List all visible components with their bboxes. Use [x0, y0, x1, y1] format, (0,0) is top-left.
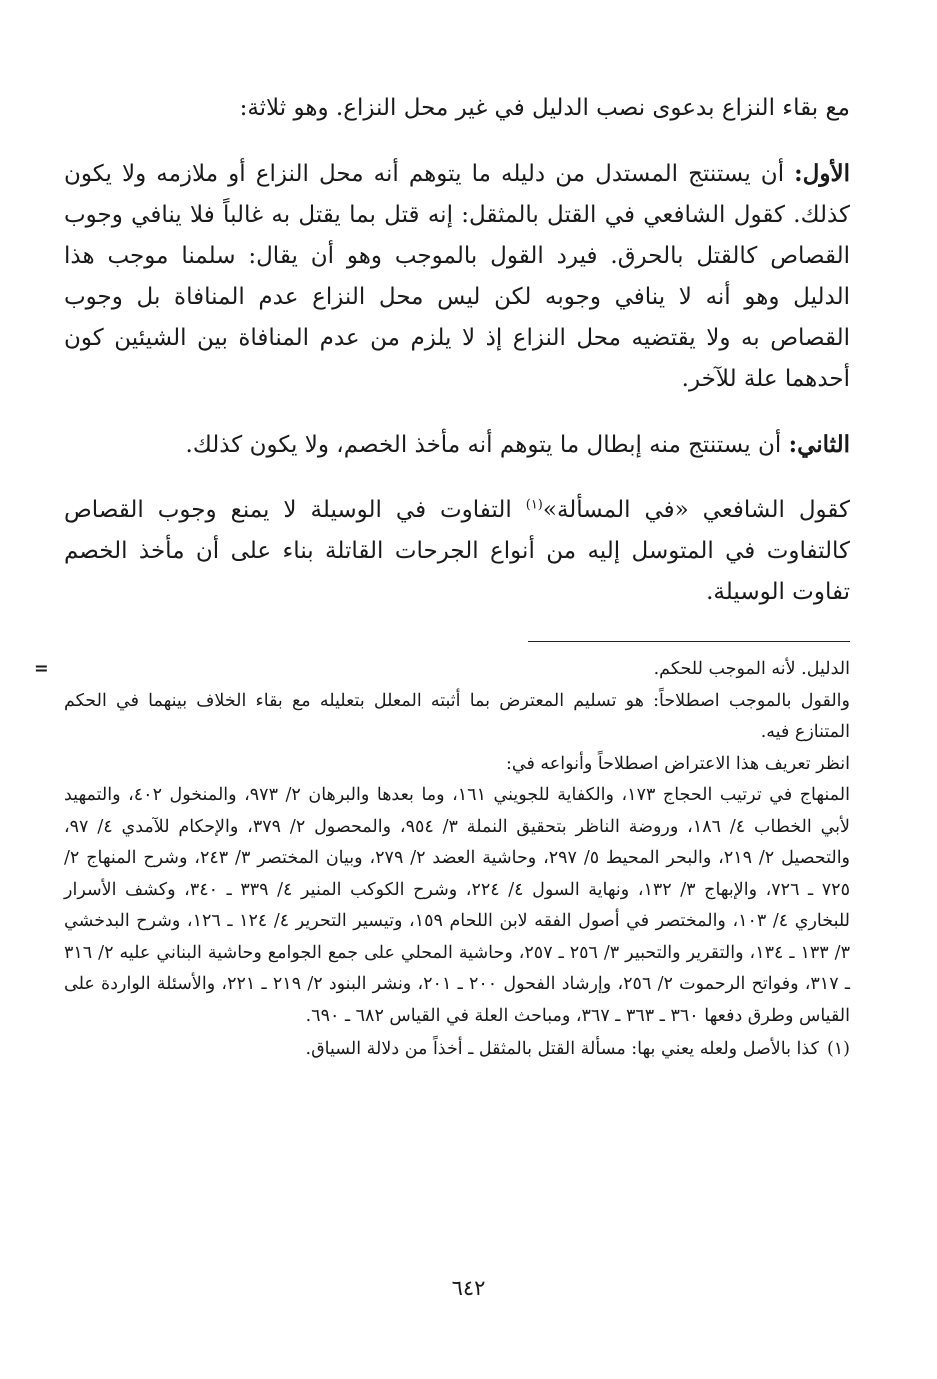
example-text-before: كقول الشافعي «في المسألة»	[542, 497, 850, 523]
example-paragraph	[64, 490, 850, 613]
page-number: ٦٤٢	[451, 1276, 486, 1300]
continuation-mark: =	[34, 659, 49, 679]
main-text	[64, 88, 850, 613]
footnotes	[34, 654, 851, 1066]
footnote-divider	[528, 641, 850, 642]
footnote-1-text: كذا بالأصل ولعله يعني بها: مسألة القتل بالمثقل ـ أخذاً من دلالة السياق.	[305, 1039, 819, 1059]
footnote-continuation-text: الدليل. لأنه الموجب للحكم.	[653, 659, 850, 679]
first-type-paragraph	[64, 153, 850, 400]
second-type-text: أن يستنتج منه إبطال ما يتوهم أنه مأخذ الخصم، ولا يكون كذلك.	[185, 432, 789, 458]
example-text-after: التفاوت في الوسيلة لا يمنع وجوب القصاص كالتفاوت في المتوسل إليه من أنواع الجرحات القاتلة بناء على أن مأخذ الخصم تفاوت الوسيلة.	[64, 497, 850, 605]
second-type-heading: الثاني:	[788, 431, 850, 458]
intro-paragraph: مع بقاء النزاع بدعوى نصب الدليل في غير محل النزاع. وهو ثلاثة:	[239, 95, 850, 121]
footnote-1	[64, 1034, 850, 1066]
footnote-reference: (١)	[525, 497, 543, 513]
first-type-heading: الأول:	[794, 160, 850, 187]
footnote-definition: والقول بالموجب اصطلاحاً: هو تسليم المعترض بما أثبته المعلل بتعليله مع بقاء الخلاف بينهما في الحكم المتنازع فيه.	[64, 690, 850, 742]
footnote-1-number: (١)	[826, 1039, 850, 1059]
page-body	[34, 88, 851, 1066]
footnote-continuation	[34, 654, 850, 686]
first-type-text: أن يستنتج المستدل من دليله ما يتوهم أنه محل النزاع أو ملازمه ولا يكون كذلك. كقول الشافعي في القتل بالمثقل: إنه قتل بما يقتل به غالباً فلا ينافي وجوب القصاص كالقتل بالحرق. فيرد القول بالموجب وهو أن يقال: سلمنا موجب هذا الدليل وهو أنه لا ينافي وجوبه لكن ليس محل النزاع عدم المنافاة بل وجوب القصاص به ولا يقتضيه محل النزاع إذ لا يلزم من عدم المنافاة بين الشيئين كون أحدهما علة للآخر.	[64, 161, 850, 392]
second-type-paragraph	[64, 424, 850, 466]
footnote-sources: المنهاج في ترتيب الحجاج ١٧٣، والكفاية للجويني ١٦١، وما بعدها والبرهان ٢/ ٩٧٣، والمنخول ٤٠٢، والتمهيد لأبي الخطاب ٤/ ١٨٦، وروضة الناظر بتحقيق النملة ٣/ ٩٥٤، والمحصول ٢/ ٣٧٩، والإحكام للآمدي ٤/ ٩٧، والتحصيل ٢/ ٢١٩، والبحر المحيط ٥/ ٢٩٧، وحاشية العضد ٢/ ٢٧٩، وبيان المختصر ٣/ ٢٤٣، وشرح المنهاج ٢/ ٧٢٥ ـ ٧٢٦، والإبهاج ٣/ ١٣٢، ونهاية السول ٤/ ٢٢٤، وشرح الكوكب المنير ٤/ ٣٣٩ ـ ٣٤٠، وكشف الأسرار للبخاري ٤/ ١٠٣، والمختصر في أصول الفقه لابن اللحام ١٥٩، وتيسير التحرير ٤/ ١٢٤ ـ ١٢٦، وشرح البدخشي ٣/ ١٣٣ ـ ١٣٤، والتقرير والتحبير ٣/ ٢٥٦ ـ ٢٥٧، وحاشية المحلي على جمع الجوامع وحاشية البناني عليه ٢/ ٣١٦ ـ ٣١٧، وفواتح الرحموت ٢/ ٢٥٦، وإرشاد الفحول ٢٠٠ ـ ٢٠١، ونشر البنود ٢/ ٢١٩ ـ ٢٢١، والأسئلة الواردة على القياس وطرق دفعها ٣٦٠ ـ ٣٦٣ ـ ٣٦٧، ومباحث العلة في القياس ٦٨٢ ـ ٦٩٠.	[64, 785, 851, 1026]
footnote-see-also: انظر تعريف هذا الاعتراض اصطلاحاً وأنواعه في:	[505, 753, 850, 774]
